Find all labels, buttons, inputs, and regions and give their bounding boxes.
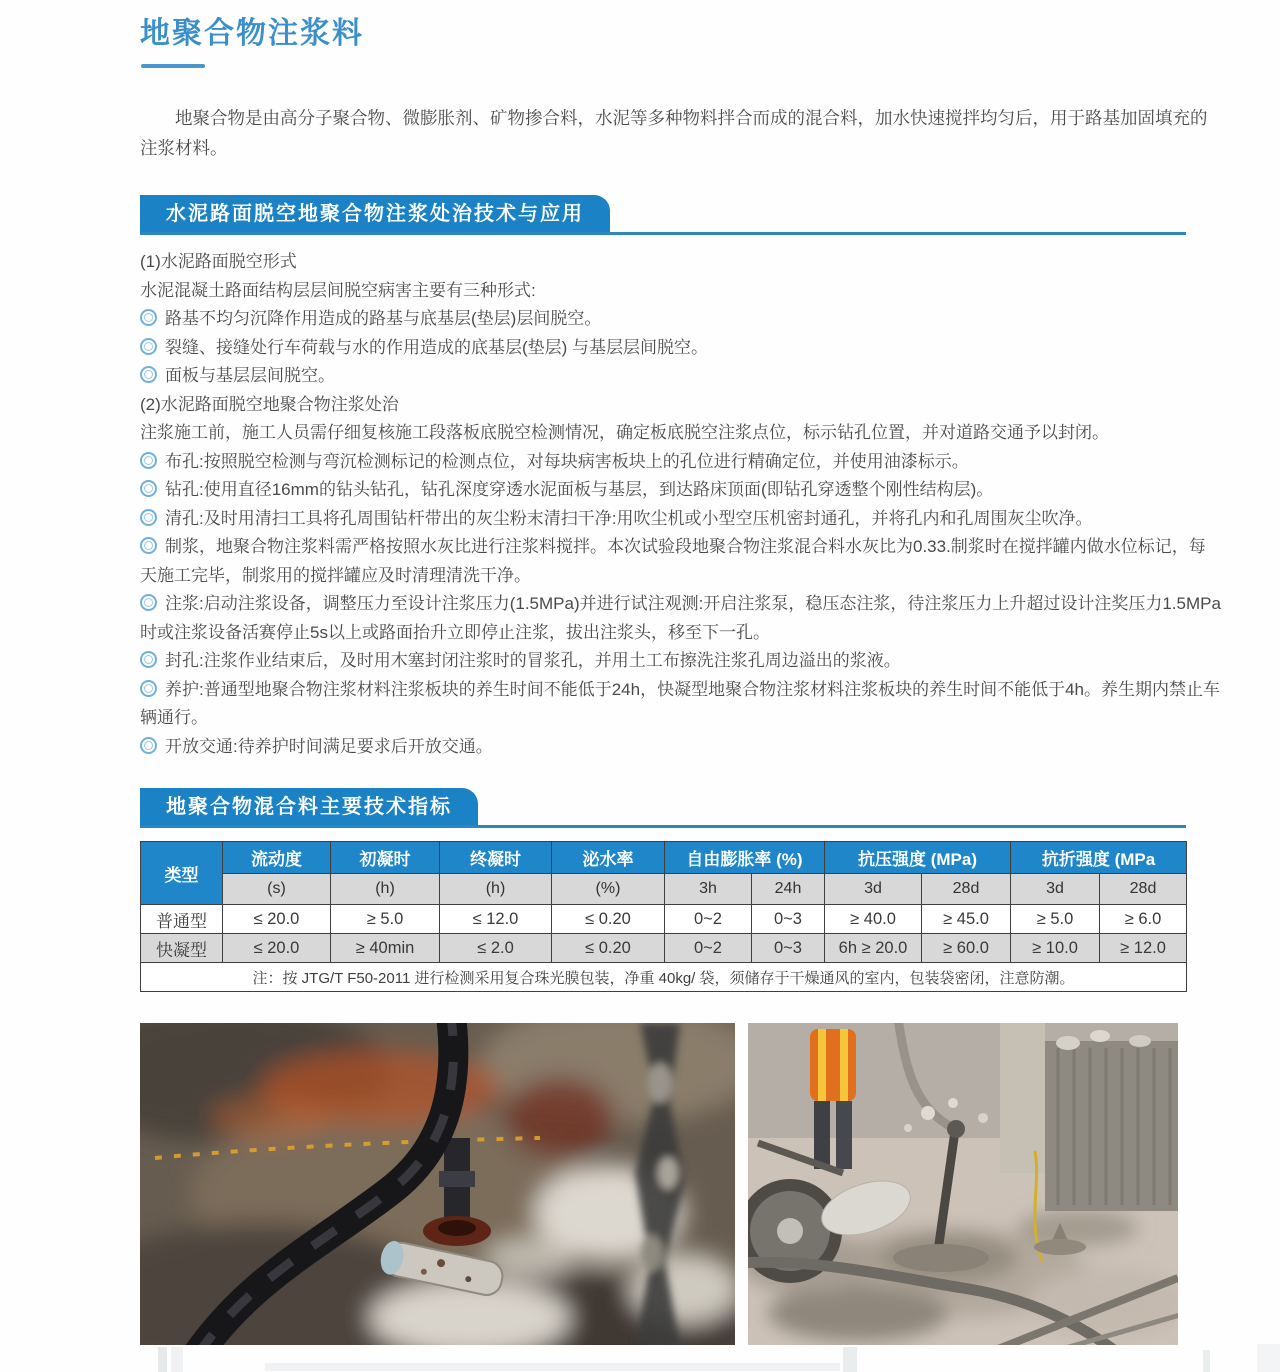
section-body-text (140, 248, 1222, 761)
ring-bullet-icon (140, 338, 157, 355)
table-cell: ≥ 5.0 (1011, 905, 1100, 934)
sub-header: 28d (922, 874, 1011, 905)
table-cell: 0~2 (665, 905, 752, 934)
ring-bullet-icon (140, 594, 157, 611)
sub-header: 28d (1100, 874, 1187, 905)
section-header-tab: 地聚合物混合料主要技术指标 (140, 788, 478, 825)
bullet-item: 注浆:启动注浆设备，调整压力至设计注浆压力(1.5MPa)并进行试注观测:开启注浆泵，稳压态注浆，待注浆压力上升超过设计注奖压力1.5MPa时或注浆设备活赛停止5s以上或路面抬升立即停止注浆，拔出注浆头，移至下一孔。 (140, 594, 1221, 642)
page-bottom-fragment (158, 1347, 167, 1372)
ring-bullet-icon (140, 452, 157, 469)
col-header-fluidity: 流动度 (223, 842, 331, 874)
bullet-item: 清孔:及时用清扫工具将孔周围钻杆带出的灰尘粉末清扫干净:用吹尘机或小型空压机密封通孔，并将孔内和孔周围灰尘吹净。 (140, 505, 1222, 534)
page-bottom-fragment (1203, 1350, 1210, 1372)
col-header-final-set: 终凝时 (440, 842, 552, 874)
sub-header: (%) (552, 874, 665, 905)
photo-grouting-hose-and-sealed-hole (140, 1023, 735, 1345)
ring-bullet-icon (140, 737, 157, 754)
table-cell: 6h ≥ 20.0 (825, 934, 922, 963)
col-header-compressive-strength: 抗压强度 (MPa) (825, 842, 1011, 874)
section-header-tab: 水泥路面脱空地聚合物注浆处治技术与应用 (140, 195, 610, 232)
table-cell: ≤ 0.20 (552, 905, 665, 934)
table-cell: ≤ 0.20 (552, 934, 665, 963)
page-bottom-fragment (1257, 1344, 1280, 1372)
ring-bullet-icon (140, 366, 157, 383)
table-cell: ≥ 40.0 (825, 905, 922, 934)
table-cell: ≥ 5.0 (331, 905, 440, 934)
bullet-item: 封孔:注浆作业结束后，及时用木塞封闭注浆时的冒浆孔，并用土工布擦洗注浆孔周边溢出的浆液。 (140, 647, 1222, 676)
sub-header: 3d (1011, 874, 1100, 905)
ring-bullet-icon (140, 309, 157, 326)
sub-header: (h) (440, 874, 552, 905)
technical-specs-table (140, 841, 1187, 992)
col-header-initial-set: 初凝时 (331, 842, 440, 874)
body-paragraph: 注浆施工前，施工人员需仔细复核施工段落板底脱空检测情况，确定板底脱空注浆点位，标示钻孔位置，并对道路交通予以封闭。 (140, 423, 1109, 442)
sub-header: 24h (752, 874, 825, 905)
col-header-free-expansion: 自由膨胀率 (%) (665, 842, 825, 874)
table-row-ordinary-type (141, 905, 1187, 934)
col-header-type: 类型 (141, 842, 223, 905)
bullet-item: 路基不均匀沉降作用造成的路基与底基层(垫层)层间脱空。 (140, 305, 1222, 334)
table-cell: ≥ 45.0 (922, 905, 1011, 934)
table-cell: ≤ 12.0 (440, 905, 552, 934)
bullet-item: 钻孔:使用直径16mm的钻头钻孔，钻孔深度穿透水泥面板与基层，到达路床顶面(即钻孔穿透整个刚性结构层)。 (140, 476, 1222, 505)
section-header-specs (140, 788, 1186, 828)
row-label: 快凝型 (141, 934, 223, 963)
table-cell: ≥ 60.0 (922, 934, 1011, 963)
bullet-item: 布孔:按照脱空检测与弯沉检测标记的检测点位，对每块病害板块上的孔位进行精确定位，并使用油漆标示。 (140, 448, 1222, 477)
ring-bullet-icon (140, 509, 157, 526)
page-title: 地聚合物注浆料 (140, 17, 364, 50)
table-header-row-2 (141, 874, 1187, 905)
bullet-item: 养护:普通型地聚合物注浆材料注浆板块的养生时间不能低于24h，快凝型地聚合物注浆材料注浆板块的养生时间不能低于4h。养生期内禁止车辆通行。 (140, 679, 1220, 727)
body-paragraph: (1)水泥路面脱空形式 (140, 252, 297, 271)
title-underline-dash (141, 64, 205, 68)
bullet-item: 面板与基层层间脱空。 (140, 362, 1222, 391)
col-header-flexural-strength: 抗折强度 (MPa (1011, 842, 1187, 874)
table-cell: ≥ 6.0 (1100, 905, 1187, 934)
table-cell: 0~3 (752, 905, 825, 934)
body-paragraph: 水泥混凝土路面结构层层间脱空病害主要有三种形式: (140, 280, 536, 300)
page-bottom-fragment (265, 1363, 840, 1371)
bullet-item: 裂缝、接缝处行车荷载与水的作用造成的底基层(垫层) 与基层层间脱空。 (140, 334, 1222, 363)
table-cell: ≥ 10.0 (1011, 934, 1100, 963)
table-note: 注：按 JTG/T F50-2011 进行检测采用复合珠光膜包装，净重 40kg/ 袋，须储存于干燥通风的室内，包装袋密闭，注意防潮。 (141, 963, 1187, 992)
table-row-rapid-set-type (141, 934, 1187, 963)
table-cell: ≥ 12.0 (1100, 934, 1187, 963)
intro-paragraph: 地聚合物是由高分子聚合物、微膨胀剂、矿物掺合料，水泥等多种物料拌合而成的混合料，加水快速搅拌均匀后，用于路基加固填充的注浆材料。 (140, 108, 1208, 158)
bullet-item: 开放交通:待养护时间满足要求后开放交通。 (140, 733, 1222, 762)
sub-header: 3d (825, 874, 922, 905)
sub-header: (s) (223, 874, 331, 905)
photo-grouting-site-worker (748, 1023, 1178, 1345)
ring-bullet-icon (140, 680, 157, 697)
table-cell: ≤ 2.0 (440, 934, 552, 963)
sub-header: 3h (665, 874, 752, 905)
table-header-row-1 (141, 842, 1187, 874)
table-cell: 0~2 (665, 934, 752, 963)
col-header-bleeding: 泌水率 (552, 842, 665, 874)
bullet-item: 制浆，地聚合物注浆料需严格按照水灰比进行注浆料搅拌。本次试验段地聚合物注浆混合料水灰比为0.33.制浆时在搅拌罐内做水位标记，每天施工完毕，制浆用的搅拌罐应及时清理清洗干净。 (140, 537, 1206, 585)
table-cell: ≥ 40min (331, 934, 440, 963)
page-bottom-fragment (843, 1347, 857, 1372)
table-note-row (141, 963, 1187, 992)
body-paragraph: (2)水泥路面脱空地聚合物注浆处治 (140, 394, 399, 414)
ring-bullet-icon (140, 651, 157, 668)
section-header-technology (140, 195, 1186, 235)
ring-bullet-icon (140, 537, 157, 554)
table-cell: ≤ 20.0 (223, 934, 331, 963)
table-cell: 0~3 (752, 934, 825, 963)
table-cell: ≤ 20.0 (223, 905, 331, 934)
page-bottom-fragment (171, 1347, 183, 1372)
sub-header: (h) (331, 874, 440, 905)
row-label: 普通型 (141, 905, 223, 934)
ring-bullet-icon (140, 480, 157, 497)
